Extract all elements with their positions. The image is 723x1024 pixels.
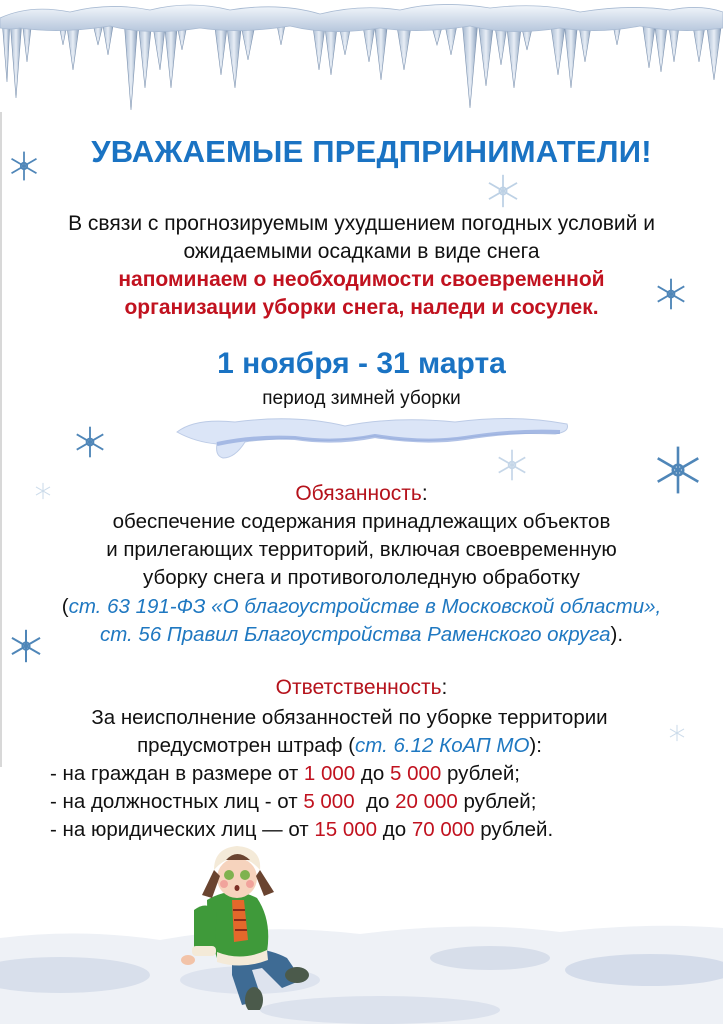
page-title: УВАЖАЕМЫЕ ПРЕДПРИНИМАТЕЛИ! xyxy=(91,134,652,169)
liability-heading xyxy=(0,676,723,700)
liability-heading-text: Ответственность xyxy=(275,676,442,699)
fine-max-amount: 5 000 xyxy=(389,762,442,785)
fine-label: - на юридических лиц — от xyxy=(50,818,315,841)
intro-line-2: ожидаемыми осадками в виде снега xyxy=(183,240,540,263)
reference-open-paren: ( xyxy=(61,595,69,618)
duty-reference-line-2 xyxy=(0,623,723,647)
reference-close-paren: ). xyxy=(610,623,624,646)
icicles-border-icon xyxy=(0,0,723,115)
liability-line-1: За неисполнение обязанностей по уборке территории xyxy=(91,706,608,729)
fine-to: до xyxy=(354,790,396,813)
fine-currency: рублей. xyxy=(474,818,554,841)
fine-min-amount: 5 000 xyxy=(303,790,355,813)
liability-fine-prefix: предусмотрен штраф ( xyxy=(137,734,356,757)
duty-reference-line-1 xyxy=(0,595,723,619)
fine-currency: рублей; xyxy=(457,790,537,813)
snowflake-icon xyxy=(73,424,107,460)
winter-period-dates: 1 ноября - 31 марта xyxy=(217,347,506,380)
duty-line-1: обеспечение содержания принадлежащих объектов xyxy=(112,510,611,533)
liability-line-2 xyxy=(0,734,701,758)
fine-max-amount: 20 000 xyxy=(395,790,458,813)
fine-min-amount: 15 000 xyxy=(314,818,378,841)
child-sitting-in-snow-illustration xyxy=(162,840,332,1010)
duty-heading-text: Обязанность xyxy=(295,482,422,505)
rules-reference-56: ст. 56 Правил Благоустройства Раменского округа xyxy=(99,623,611,646)
duty-heading xyxy=(0,482,723,506)
fine-label: - на граждан в размере от xyxy=(50,762,304,785)
fine-item-citizens xyxy=(50,762,520,786)
snowflake-icon xyxy=(485,172,521,210)
duty-heading-colon: : xyxy=(421,482,428,505)
liability-fine-suffix: ): xyxy=(529,734,542,757)
duty-line-2: и прилегающих территорий, включая своевременную xyxy=(106,538,617,561)
page-left-border xyxy=(0,112,2,767)
fine-item-officials xyxy=(50,790,536,814)
fine-label: - на должностных лиц - от xyxy=(50,790,304,813)
fine-currency: рублей; xyxy=(441,762,520,785)
koap-reference: ст. 6.12 КоАП МО xyxy=(355,734,530,757)
reminder-line-2: организации уборки снега, наледи и сосулек. xyxy=(124,296,599,319)
liability-heading-colon: : xyxy=(441,676,448,699)
fine-to: до xyxy=(355,762,390,785)
intro-line-1: В связи с прогнозируемым ухудшением погодных условий и xyxy=(68,212,655,235)
winter-period-label: период зимней уборки xyxy=(262,388,461,409)
fine-to: до xyxy=(377,818,412,841)
snow-ground-illustration xyxy=(0,920,723,1024)
reminder-line-1: напоминаем о необходимости своевременной xyxy=(118,268,605,291)
law-reference-63: ст. 63 191-ФЗ «О благоустройстве в Московской области», xyxy=(68,595,662,618)
fine-min-amount: 1 000 xyxy=(303,762,356,785)
duty-line-3: уборку снега и противогололедную обработку xyxy=(143,566,580,589)
snow-ledge-icon xyxy=(175,410,570,460)
fine-item-legal-entities xyxy=(50,818,553,842)
fine-max-amount: 70 000 xyxy=(411,818,475,841)
